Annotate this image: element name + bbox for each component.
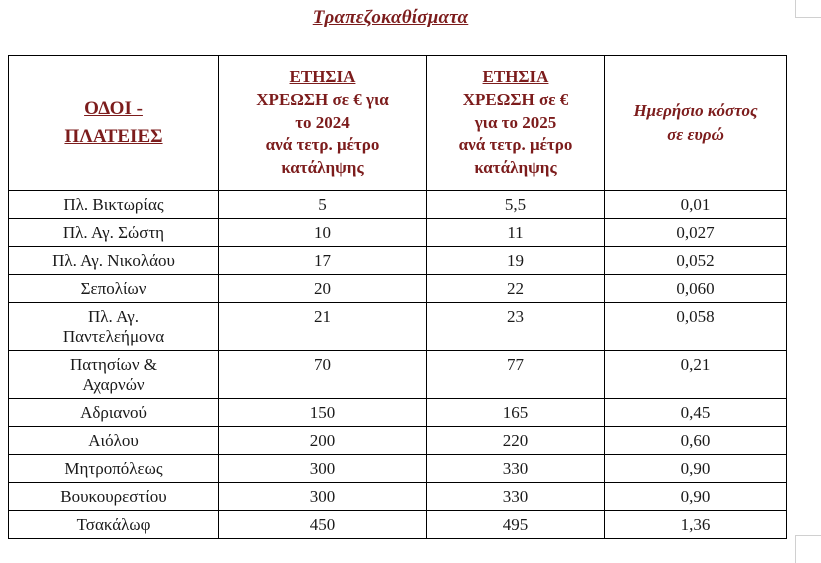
page-corner-marker-top (795, 0, 821, 18)
column-header-2024-line4: ανά τετρ. μέτρο (265, 135, 380, 155)
cell-2024: 70 (219, 351, 427, 399)
cell-street (9, 303, 219, 351)
table-row (9, 191, 787, 219)
fees-table-container (8, 55, 786, 539)
cell-street: Πλ. Αγ. Σώστη (9, 219, 219, 247)
column-header-2025-line4: ανά τετρ. μέτρο (458, 135, 573, 155)
cell-2025: 19 (427, 247, 605, 275)
table-row (9, 483, 787, 511)
cell-2024: 17 (219, 247, 427, 275)
column-header-streets-line1: ΟΔΟΙ - (84, 98, 143, 120)
cell-street: Βουκουρεστίου (9, 483, 219, 511)
column-header-2025-line2: ΧΡΕΩΣΗ σε € (462, 89, 569, 109)
cell-2025: 495 (427, 511, 605, 539)
cell-daily: 0,052 (605, 247, 787, 275)
table-row (9, 455, 787, 483)
cell-2024: 21 (219, 303, 427, 351)
cell-2025: 5,5 (427, 191, 605, 219)
table-body (9, 191, 787, 539)
cell-2025: 23 (427, 303, 605, 351)
cell-daily: 0,21 (605, 351, 787, 399)
cell-2024: 150 (219, 399, 427, 427)
column-header-2024-line5: κατάληψης (281, 158, 364, 178)
cell-daily: 0,027 (605, 219, 787, 247)
cell-street-line2: Αχαρνών (82, 374, 145, 394)
cell-daily: 0,058 (605, 303, 787, 351)
table-row (9, 351, 787, 399)
column-header-2024-line2: ΧΡΕΩΣΗ σε € για (256, 89, 389, 109)
cell-2025: 330 (427, 483, 605, 511)
column-header-2025-line3: για το 2025 (474, 112, 557, 132)
column-header-annual-2025 (427, 56, 605, 191)
cell-daily: 0,90 (605, 455, 787, 483)
cell-street: Αδριανού (9, 399, 219, 427)
table-header (9, 56, 787, 191)
table-row (9, 511, 787, 539)
cell-street-line1: Πατησίων & (70, 354, 157, 374)
column-header-2025-line1: ΕΤΗΣΙΑ (482, 66, 549, 86)
cell-2024: 200 (219, 427, 427, 455)
cell-street: Σεπολίων (9, 275, 219, 303)
table-row (9, 303, 787, 351)
cell-street: Τσακάλωφ (9, 511, 219, 539)
cell-street: Μητροπόλεως (9, 455, 219, 483)
cell-2025: 220 (427, 427, 605, 455)
cell-2024: 5 (219, 191, 427, 219)
column-header-annual-2024 (219, 56, 427, 191)
column-header-daily-cost (605, 56, 787, 191)
page-corner-marker-bottom (795, 535, 821, 563)
table-row (9, 275, 787, 303)
cell-street-line1: Πλ. Αγ. (88, 306, 139, 326)
table-header-row (9, 56, 787, 191)
cell-street (9, 351, 219, 399)
table-row (9, 219, 787, 247)
cell-daily: 0,90 (605, 483, 787, 511)
column-header-streets-line2: ΠΛΑΤΕΙΕΣ (64, 126, 163, 147)
column-header-2024-line1: ΕΤΗΣΙΑ (289, 66, 356, 86)
fees-table (8, 55, 787, 539)
cell-daily: 0,45 (605, 399, 787, 427)
cell-2024: 10 (219, 219, 427, 247)
cell-street-line2: Παντελεήμονα (62, 326, 165, 346)
table-row (9, 427, 787, 455)
column-header-daily-line1: Ημερήσιο κόστος (633, 101, 758, 121)
cell-daily: 0,060 (605, 275, 787, 303)
cell-2025: 11 (427, 219, 605, 247)
cell-daily: 0,60 (605, 427, 787, 455)
cell-2024: 300 (219, 455, 427, 483)
cell-street: Πλ. Αγ. Νικολάου (9, 247, 219, 275)
column-header-streets (9, 56, 219, 191)
cell-2024: 300 (219, 483, 427, 511)
table-row (9, 399, 787, 427)
cell-street: Αιόλου (9, 427, 219, 455)
column-header-2025-line5: κατάληψης (474, 158, 557, 178)
cell-2024: 450 (219, 511, 427, 539)
cell-2025: 77 (427, 351, 605, 399)
cell-2025: 22 (427, 275, 605, 303)
page-title: Τραπεζοκαθίσματα (312, 7, 469, 28)
cell-daily: 1,36 (605, 511, 787, 539)
cell-street: Πλ. Βικτωρίας (9, 191, 219, 219)
cell-2025: 330 (427, 455, 605, 483)
table-row (9, 247, 787, 275)
column-header-2024-line3: το 2024 (295, 112, 350, 132)
cell-daily: 0,01 (605, 191, 787, 219)
cell-2025: 165 (427, 399, 605, 427)
column-header-daily-line2: σε ευρώ (667, 125, 724, 144)
cell-2024: 20 (219, 275, 427, 303)
